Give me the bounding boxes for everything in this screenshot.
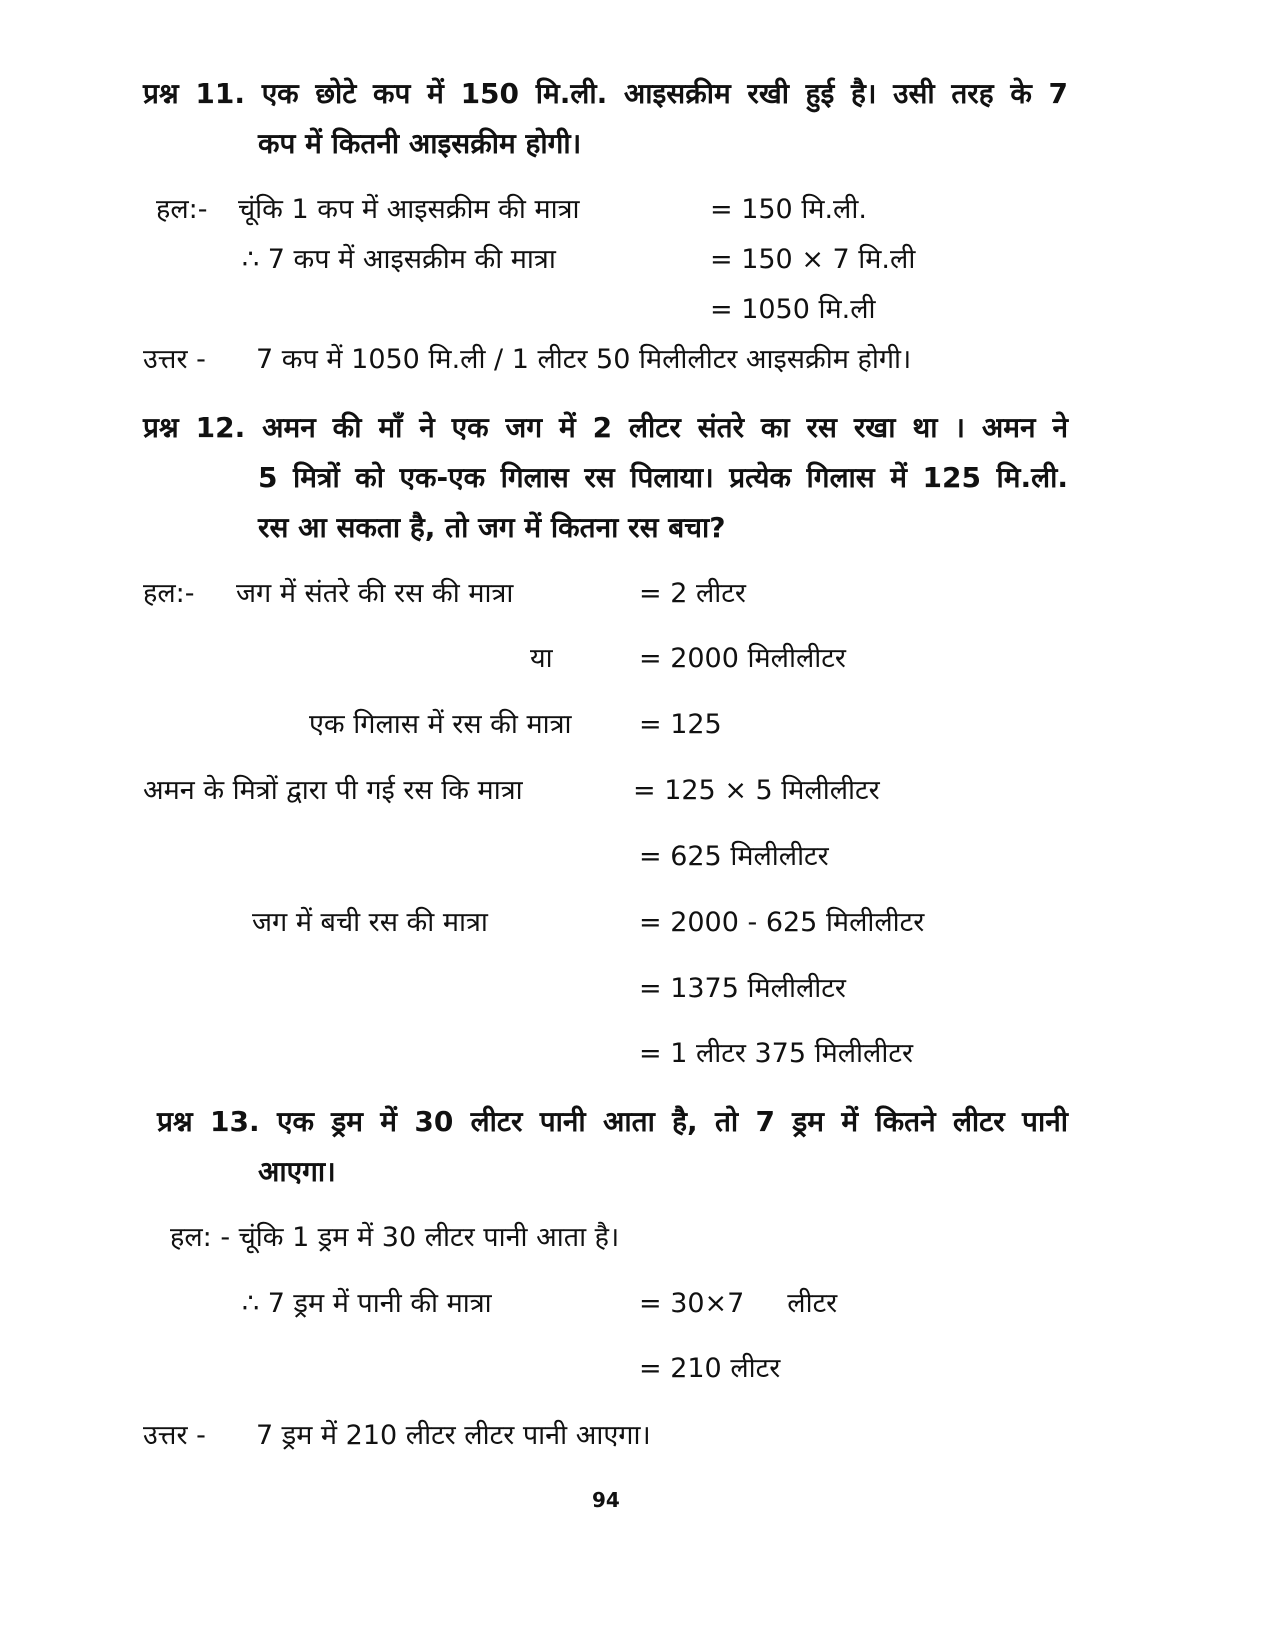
step-value: = 625 मिलीलीटर	[639, 841, 829, 872]
page-number: 94	[592, 1488, 620, 1512]
step-value: = 210 लीटर	[639, 1353, 781, 1384]
answer-label: उत्तर -	[143, 344, 206, 375]
step-text: अमन के मित्रों द्वारा पी गई रस कि मात्रा	[143, 775, 523, 806]
step-value: = 2 लीटर	[639, 578, 746, 609]
solution-label: हल:-	[156, 194, 208, 225]
step-text: या	[530, 643, 553, 674]
solution-label: हल:-	[143, 578, 195, 609]
step-value: = 150 मि.ली.	[710, 194, 867, 225]
question-11-line-2: कप में कितनी आइसक्रीम होगी।	[258, 127, 582, 160]
question-12-line-3: रस आ सकता है, तो जग में कितना रस बचा?	[258, 511, 726, 544]
step-text: जग में संतरे की रस की मात्रा	[236, 578, 514, 609]
question-13-line-1: प्रश्न 13. एक ड्रम में 30 लीटर पानी आता है, तो 7 ड्रम में कितने लीटर पानी	[157, 1105, 1068, 1138]
question-12-line-2: 5 मित्रों को एक-एक गिलास रस पिलाया। प्रत्येक गिलास में 125 मि.ली.	[258, 461, 1068, 494]
answer-label: उत्तर -	[143, 1420, 206, 1451]
answer-text: 7 कप में 1050 मि.ली / 1 लीटर 50 मिलीलीटर आइसक्रीम होगी।	[256, 344, 912, 375]
step-text: एक गिलास में रस की मात्रा	[309, 709, 572, 740]
step-value: = 1 लीटर 375 मिलीलीटर	[639, 1038, 914, 1069]
step-value: = 150 × 7 मि.ली	[710, 244, 916, 275]
step-value: = 2000 मिलीलीटर	[639, 643, 846, 674]
solution-line: हल: - चूंकि 1 ड्रम में 30 लीटर पानी आता है।	[170, 1222, 620, 1253]
question-11-line-1: प्रश्न 11. एक छोटे कप में 150 मि.ली. आइसक्रीम रखी हुई है। उसी तरह के 7	[143, 77, 1068, 110]
step-value: = 1375 मिलीलीटर	[639, 973, 846, 1004]
question-13-line-2: आएगा।	[258, 1155, 336, 1188]
step-value: = 2000 - 625 मिलीलीटर	[639, 907, 925, 938]
step-text: ∴ 7 ड्रम में पानी की मात्रा	[242, 1288, 492, 1319]
step-text: ∴ 7 कप में आइसक्रीम की मात्रा	[242, 244, 556, 275]
answer-text: 7 ड्रम में 210 लीटर लीटर पानी आएगा।	[256, 1420, 651, 1451]
step-value: = 30×7 लीटर	[639, 1288, 838, 1319]
step-value: = 1050 मि.ली	[710, 294, 876, 325]
question-12-line-1: प्रश्न 12. अमन की माँ ने एक जग में 2 लीटर संतरे का रस रखा था । अमन ने	[143, 411, 1068, 444]
step-value: = 125	[639, 709, 722, 740]
step-value: = 125 × 5 मिलीलीटर	[633, 775, 880, 806]
step-text: चूंकि 1 कप में आइसक्रीम की मात्रा	[238, 194, 580, 225]
step-text: जग में बची रस की मात्रा	[252, 907, 488, 938]
